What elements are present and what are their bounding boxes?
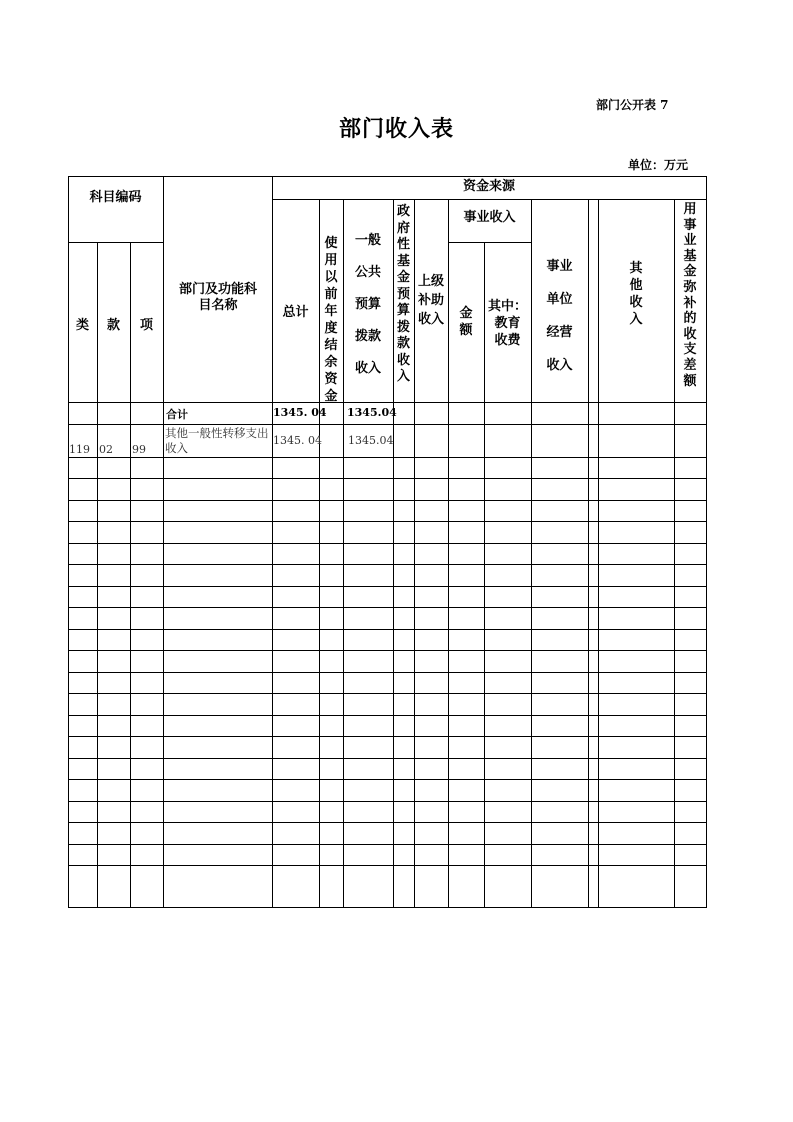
header-incl-education: 其中： 教育 收费 <box>487 299 527 348</box>
header-prior-balance: 使 用 以 前 年 度 结 余 资 金 <box>324 236 338 404</box>
header-section: 款 <box>106 318 120 333</box>
row-item: 99 <box>132 443 146 456</box>
header-total: 总计 <box>282 305 309 320</box>
header-general-budget: 一般 公共 预算 拨款 收入 <box>354 233 381 376</box>
row-total: 1345. 04 <box>273 434 322 447</box>
grid-line <box>68 242 163 243</box>
row-name: 其他一般性转移支出收入 <box>165 426 269 455</box>
total-row-general-budget: 1345.04 <box>347 406 397 419</box>
header-dept-name: 部门及功能科目名称 <box>178 282 257 313</box>
grid-line <box>97 242 98 907</box>
unit-label: 单位：万元 <box>628 158 689 172</box>
header-gov-fund: 政 府 性 基 金 预 算 拨 款 收 入 <box>396 204 410 384</box>
header-class: 类 <box>75 318 89 333</box>
row-class: 119 <box>69 443 90 456</box>
grid-line <box>448 242 531 243</box>
grid-line <box>706 176 707 908</box>
row-general-budget: 1345.04 <box>348 434 394 447</box>
grid-line <box>68 907 707 908</box>
row-section: 02 <box>99 443 113 456</box>
header-amount: 金 额 <box>459 306 473 338</box>
form-number: 部门公开表 7 <box>596 98 669 112</box>
header-item: 项 <box>139 318 153 333</box>
total-row-label: 合计 <box>166 408 188 421</box>
header-superior-subsidy: 上级 补助 收入 <box>417 274 444 327</box>
grid-line <box>68 176 69 908</box>
header-business-operating: 事业 单位 经营 收入 <box>546 259 573 373</box>
total-row-total: 1345. 04 <box>273 406 327 419</box>
header-business-income: 事业收入 <box>463 210 516 225</box>
header-fund-source: 资金来源 <box>462 179 515 194</box>
grid-line <box>272 176 273 907</box>
page-title: 部门收入表 <box>338 116 454 142</box>
grid-line <box>272 199 706 200</box>
grid-line <box>130 242 131 907</box>
header-fund-offset: 用 事 业 基 金 弥 补 的 收 支 差 额 <box>683 202 697 389</box>
header-other-income: 其 他 收 入 <box>629 261 643 327</box>
grid-line <box>588 199 589 907</box>
grid-line <box>163 176 164 907</box>
header-subject-code: 科目编码 <box>89 190 142 205</box>
